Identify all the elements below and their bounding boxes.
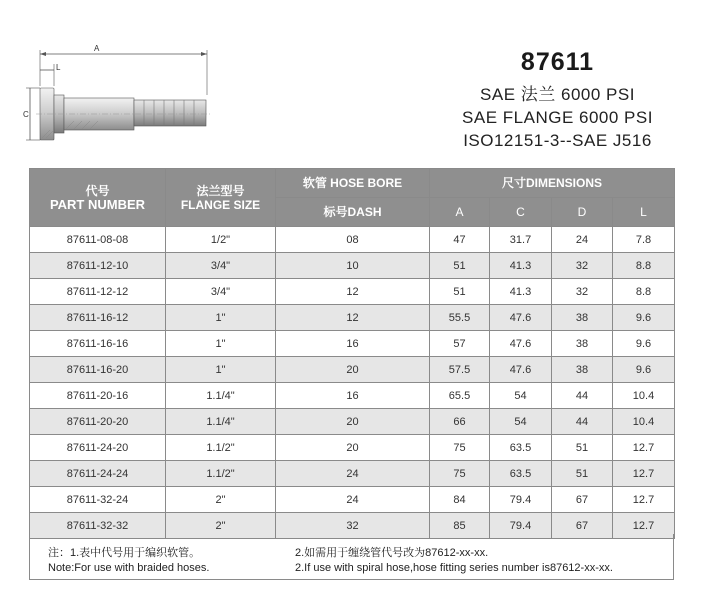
cell-dim-a: 51 bbox=[430, 253, 490, 279]
cell-flange-size: 1.1/4" bbox=[166, 409, 276, 435]
cell-dim-d: 67 bbox=[552, 513, 613, 539]
cell-dim-a: 57.5 bbox=[430, 357, 490, 383]
cell-dash: 24 bbox=[276, 461, 430, 487]
table-row bbox=[30, 435, 675, 461]
cell-dim-c: 54 bbox=[490, 383, 552, 409]
cell-dim-c: 47.6 bbox=[490, 357, 552, 383]
cell-flange-size: 1.1/2" bbox=[166, 435, 276, 461]
cell-part-number: 87611-08-08 bbox=[30, 227, 166, 253]
cell-dim-l: 8.8 bbox=[613, 253, 675, 279]
table-row bbox=[30, 331, 675, 357]
cell-dim-d: 38 bbox=[552, 357, 613, 383]
cell-dim-c: 47.6 bbox=[490, 331, 552, 357]
header-flange-en: FLANGE SIZE bbox=[180, 197, 261, 212]
cell-dim-l: 12.7 bbox=[613, 461, 675, 487]
cell-dim-a: 75 bbox=[430, 435, 490, 461]
cell-dim-l: 9.6 bbox=[613, 331, 675, 357]
cell-dim-c: 79.4 bbox=[490, 513, 552, 539]
cell-flange-size: 1.1/4" bbox=[166, 383, 276, 409]
table-row bbox=[30, 227, 675, 253]
cell-dim-d: 32 bbox=[552, 279, 613, 305]
cell-part-number: 87611-24-20 bbox=[30, 435, 166, 461]
cell-part-number: 87611-32-32 bbox=[30, 513, 166, 539]
fitting-drawing bbox=[22, 40, 222, 150]
cell-dim-d: 51 bbox=[552, 435, 613, 461]
table-row bbox=[30, 279, 675, 305]
header-l: L bbox=[613, 198, 675, 227]
table-row bbox=[30, 305, 675, 331]
cell-dim-c: 63.5 bbox=[490, 461, 552, 487]
table-row bbox=[30, 357, 675, 383]
header-flange-size bbox=[166, 169, 276, 227]
table-row bbox=[30, 253, 675, 279]
table-row bbox=[30, 409, 675, 435]
cell-dash: 12 bbox=[276, 279, 430, 305]
cell-dim-a: 84 bbox=[430, 487, 490, 513]
table-body bbox=[30, 227, 675, 539]
cell-dash: 20 bbox=[276, 409, 430, 435]
header-d: D bbox=[552, 198, 613, 227]
cell-dim-d: 51 bbox=[552, 461, 613, 487]
spec-table bbox=[29, 168, 675, 539]
cell-part-number: 87611-16-12 bbox=[30, 305, 166, 331]
cell-dim-a: 85 bbox=[430, 513, 490, 539]
subtitle-line-1: SAE 法兰 6000 PSI bbox=[480, 85, 635, 104]
cell-flange-size: 3/4" bbox=[166, 253, 276, 279]
cell-dim-d: 38 bbox=[552, 305, 613, 331]
model-number: 87611 bbox=[520, 48, 595, 76]
cell-dim-a: 75 bbox=[430, 461, 490, 487]
subtitle-line-2: SAE FLANGE 6000 PSI bbox=[462, 108, 653, 127]
cell-dim-l: 12.7 bbox=[613, 435, 675, 461]
cell-dim-a: 47 bbox=[430, 227, 490, 253]
cell-flange-size: 1/2" bbox=[166, 227, 276, 253]
cell-part-number: 87611-16-20 bbox=[30, 357, 166, 383]
cell-part-number: 87611-20-20 bbox=[30, 409, 166, 435]
cell-dim-l: 10.4 bbox=[613, 383, 675, 409]
cell-dash: 16 bbox=[276, 331, 430, 357]
header-part-en: PART NUMBER bbox=[49, 196, 146, 212]
header-c: C bbox=[490, 198, 552, 227]
cell-dim-d: 38 bbox=[552, 331, 613, 357]
cell-flange-size: 1" bbox=[166, 331, 276, 357]
cell-dim-l: 9.6 bbox=[613, 357, 675, 383]
header-flange-cn: 法兰型号 bbox=[196, 183, 245, 198]
note-2-en: 2.If use with spiral hose,hose fitting series number is87612-xx-xx. bbox=[295, 562, 613, 574]
table-row bbox=[30, 461, 675, 487]
cell-dash: 12 bbox=[276, 305, 430, 331]
dim-c-label: C bbox=[23, 110, 29, 119]
subtitle-line-3: ISO12151-3--SAE J516 bbox=[463, 131, 652, 150]
cell-dim-l: 12.7 bbox=[613, 513, 675, 539]
cell-flange-size: 2" bbox=[166, 513, 276, 539]
cell-dim-c: 47.6 bbox=[490, 305, 552, 331]
cell-dash: 20 bbox=[276, 435, 430, 461]
cell-part-number: 87611-32-24 bbox=[30, 487, 166, 513]
cell-dash: 16 bbox=[276, 383, 430, 409]
cell-dim-c: 54 bbox=[490, 409, 552, 435]
cell-dash: 08 bbox=[276, 227, 430, 253]
cell-dim-a: 66 bbox=[430, 409, 490, 435]
cell-dim-l: 10.4 bbox=[613, 409, 675, 435]
note-2-cn: 2.如需用于缠绕管代号改为87612-xx-xx. bbox=[295, 547, 489, 559]
header-a: A bbox=[430, 198, 490, 227]
header-hose-bore: 软管 HOSE BORE bbox=[276, 169, 430, 198]
cell-flange-size: 1.1/2" bbox=[166, 461, 276, 487]
cell-dim-l: 7.8 bbox=[613, 227, 675, 253]
cell-part-number: 87611-24-24 bbox=[30, 461, 166, 487]
dim-l-label: L bbox=[56, 63, 61, 72]
cell-part-number: 87611-20-16 bbox=[30, 383, 166, 409]
cell-dash: 10 bbox=[276, 253, 430, 279]
cell-part-number: 87611-12-10 bbox=[30, 253, 166, 279]
cell-dim-l: 9.6 bbox=[613, 305, 675, 331]
notes-box bbox=[29, 534, 674, 580]
cell-flange-size: 1" bbox=[166, 305, 276, 331]
cell-dim-c: 79.4 bbox=[490, 487, 552, 513]
cell-dim-l: 8.8 bbox=[613, 279, 675, 305]
note-1-cn: 注：1.表中代号用于编织软管。 bbox=[48, 547, 201, 559]
table-row bbox=[30, 383, 675, 409]
cell-dash: 32 bbox=[276, 513, 430, 539]
cell-dim-d: 44 bbox=[552, 409, 613, 435]
cell-dash: 24 bbox=[276, 487, 430, 513]
cell-part-number: 87611-16-16 bbox=[30, 331, 166, 357]
cell-dim-d: 67 bbox=[552, 487, 613, 513]
cell-dim-c: 41.3 bbox=[490, 279, 552, 305]
cell-dim-a: 65.5 bbox=[430, 383, 490, 409]
cell-dim-c: 31.7 bbox=[490, 227, 552, 253]
cell-flange-size: 2" bbox=[166, 487, 276, 513]
cell-part-number: 87611-12-12 bbox=[30, 279, 166, 305]
cell-dim-l: 12.7 bbox=[613, 487, 675, 513]
cell-flange-size: 3/4" bbox=[166, 279, 276, 305]
header-dimensions: 尺寸DIMENSIONS bbox=[430, 169, 675, 198]
cell-dim-d: 32 bbox=[552, 253, 613, 279]
cell-dim-d: 44 bbox=[552, 383, 613, 409]
cell-dim-c: 41.3 bbox=[490, 253, 552, 279]
cell-dim-a: 57 bbox=[430, 331, 490, 357]
cell-dim-d: 24 bbox=[552, 227, 613, 253]
table-row bbox=[30, 487, 675, 513]
cell-dim-c: 63.5 bbox=[490, 435, 552, 461]
cell-flange-size: 1" bbox=[166, 357, 276, 383]
header-part-cn: 代号 bbox=[85, 183, 110, 198]
dim-a-label: A bbox=[94, 44, 100, 53]
title-block bbox=[420, 48, 695, 152]
cell-dim-a: 55.5 bbox=[430, 305, 490, 331]
cell-dim-a: 51 bbox=[430, 279, 490, 305]
note-1-en: Note:For use with braided hoses. bbox=[48, 562, 210, 574]
header-part-number bbox=[30, 169, 166, 227]
cell-dash: 20 bbox=[276, 357, 430, 383]
header-dash: 标号DASH bbox=[276, 198, 430, 227]
